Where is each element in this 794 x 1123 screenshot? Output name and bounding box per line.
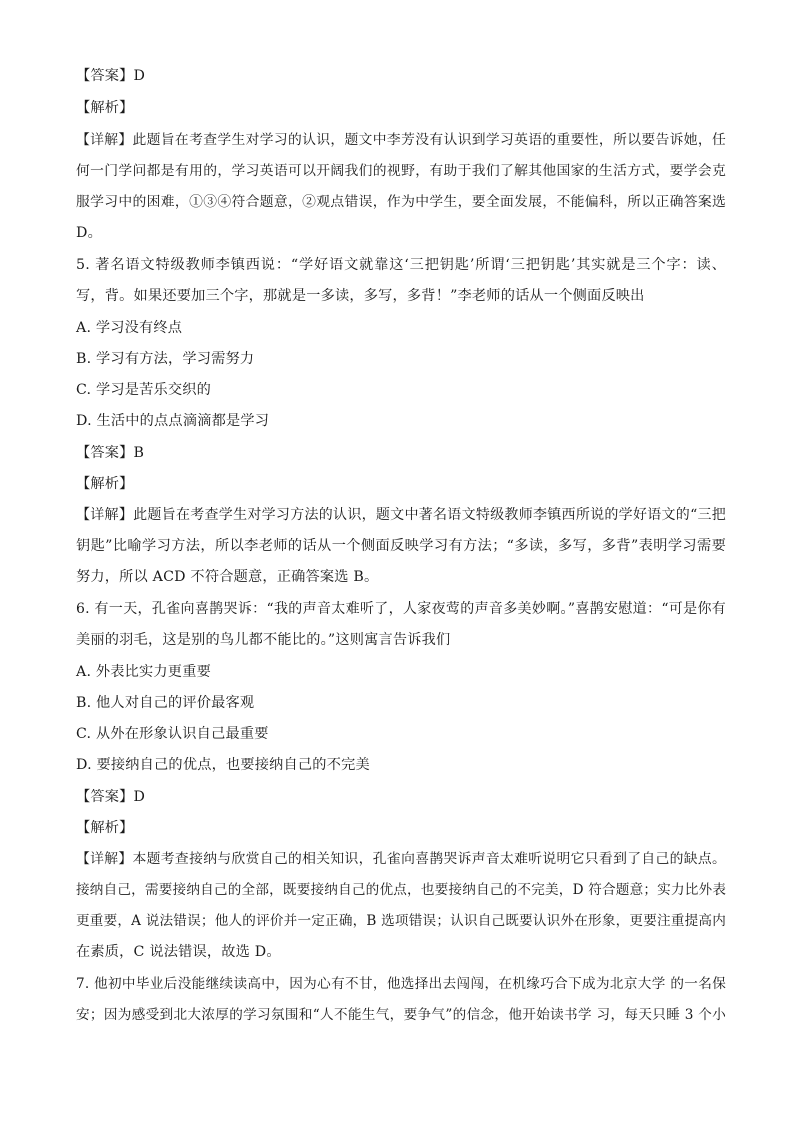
explanation-line: 【详解】此题旨在考查学生对学习的认识，题文中李芳没有认识到学习英语的重要性，所以要告诉她，任 bbox=[76, 132, 726, 148]
explanation-line: 更重要，A 说法错误；他人的评价并一定正确，B 选项错误；认识自己既要认识外在形象，更要注重提高内 bbox=[76, 913, 726, 929]
question-6-stem: 6. 有一天，孔雀向喜鹊哭诉：“我的声音太难听了，人家夜莺的声音多美妙啊。”喜鹊安慰道：“可是你有 bbox=[76, 601, 726, 617]
answer-label: 【答案】D bbox=[76, 789, 146, 805]
question-6-option-a: A. 外表比实力更重要 bbox=[76, 664, 211, 680]
explanation-line: 【详解】本题考查接纳与欣赏自己的相关知识，孔雀向喜鹊哭诉声音太难听说明它只看到了自己的缺点。 bbox=[76, 851, 726, 867]
question-5-option-d: D. 生活中的点点滴滴都是学习 bbox=[76, 413, 270, 429]
explanation-line: 努力，所以 ACD 不符合题意，正确答案选 B。 bbox=[76, 569, 379, 585]
question-5-stem: 5. 著名语文特级教师李镇西说：“学好语文就靠这‘三把钥匙’所谓‘三把钥匙’其实就是三个字：读、 bbox=[76, 257, 726, 273]
question-7-stem: 安；因为感受到北大浓厚的学习氛围和“人不能生气，要争气”的信念，他开始读书学 习，每天只睡 3 个小 bbox=[76, 1007, 726, 1023]
explanation-line: 在素质，C 说法错误，故选 D。 bbox=[76, 944, 281, 960]
question-5-option-a: A. 学习没有终点 bbox=[76, 320, 183, 336]
analysis-label: 【解析】 bbox=[76, 820, 134, 836]
question-6-stem: 美丽的羽毛，这是别的鸟儿都不能比的。”这则寓言告诉我们 bbox=[76, 632, 451, 648]
question-6-option-c: C. 从外在形象认识自己最重要 bbox=[76, 726, 269, 742]
answer-label: 【答案】B bbox=[76, 445, 145, 461]
explanation-line: 钥匙”比喻学习方法，所以李老师的话从一个侧面反映学习有方法；“多读，多写，多背”表明学习需要 bbox=[76, 538, 726, 554]
analysis-label: 【解析】 bbox=[76, 100, 134, 116]
explanation-line: 【详解】此题旨在考查学生对学习方法的认识，题文中著名语文特级教师李镇西所说的学好语文的“三把 bbox=[76, 507, 726, 523]
explanation-line: 服学习中的困难，①③④符合题意，②观点错误，作为中学生，要全面发展，不能偏科，所以正确答案选 bbox=[76, 194, 726, 210]
question-5-stem: 写，背。如果还要加三个字，那就是一多读，多写，多背！”李老师的话从一个侧面反映出 bbox=[76, 288, 645, 304]
question-5-option-b: B. 学习有方法，学习需努力 bbox=[76, 351, 255, 367]
explanation-line: D。 bbox=[76, 225, 102, 241]
answer-label: 【答案】D bbox=[76, 68, 146, 84]
question-7-stem: 7. 他初中毕业后没能继续读高中，因为心有不甘，他选择出去闯闯，在机缘巧合下成为北京大学 的一名保 bbox=[76, 976, 726, 992]
question-5-option-c: C. 学习是苦乐交织的 bbox=[76, 382, 212, 398]
question-6-option-b: B. 他人对自己的评价最客观 bbox=[76, 695, 255, 711]
explanation-line: 何一门学问都是有用的，学习英语可以开阔我们的视野，有助于我们了解其他国家的生活方式，要学会克 bbox=[76, 163, 726, 179]
question-6-option-d: D. 要接纳自己的优点，也要接纳自己的不完美 bbox=[76, 757, 370, 773]
explanation-line: 接纳自己，需要接纳自己的全部，既要接纳自己的优点，也要接纳自己的不完美，D 符合题意；实力比外表 bbox=[76, 882, 727, 898]
analysis-label: 【解析】 bbox=[76, 476, 134, 492]
